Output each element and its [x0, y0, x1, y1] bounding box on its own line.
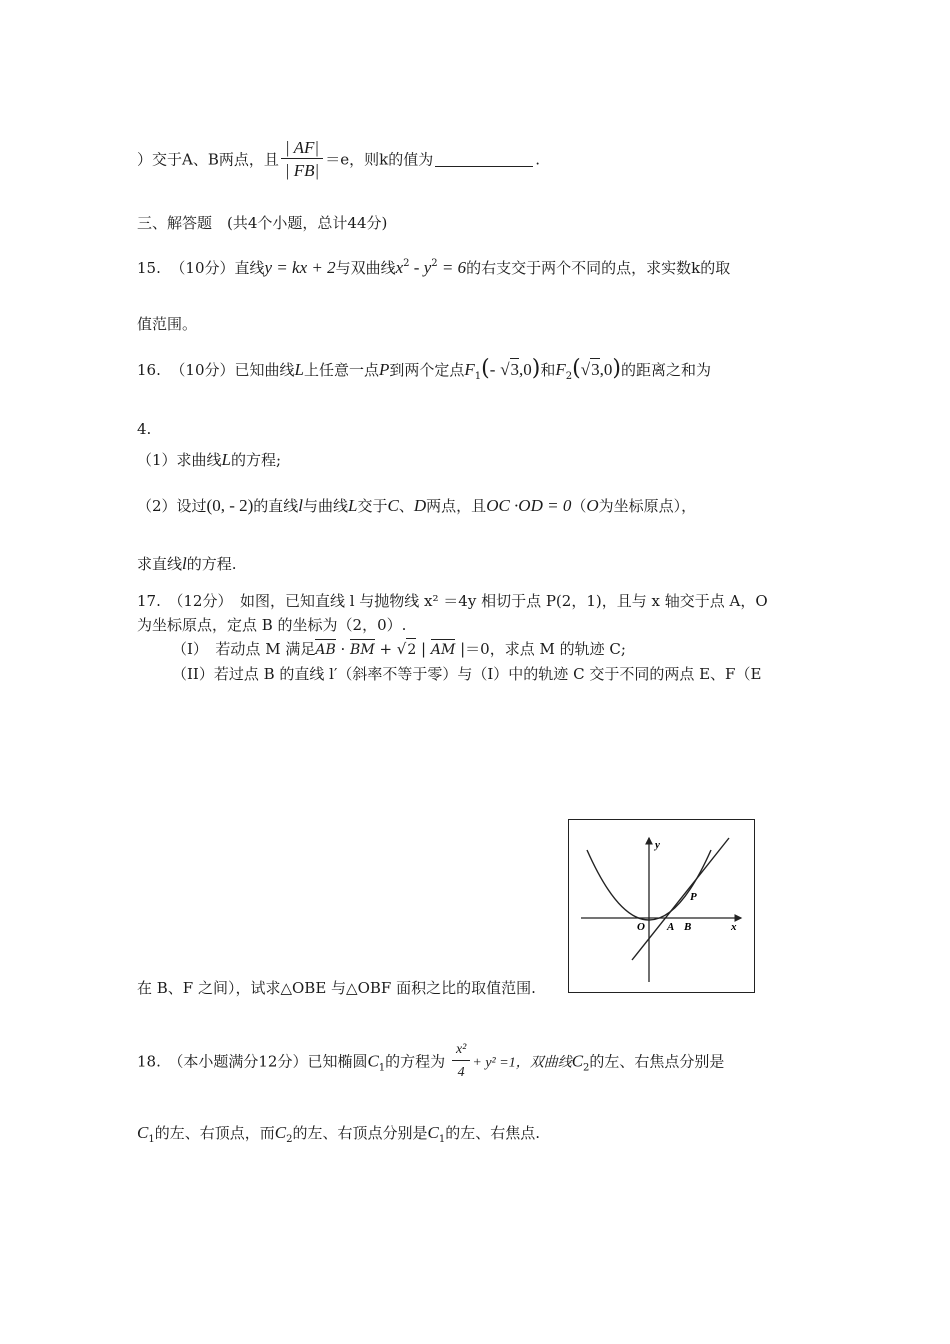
q17-line2: 为坐标原点，定点 B 的坐标为（2，0）.	[137, 616, 407, 634]
q16-line2: 4.	[137, 420, 152, 438]
q15: 15. （10分）直线y = kx + 2与双曲线$x^2 - y^2 = 6$的右支交于两个不同的点，求实数k的取	[137, 258, 731, 277]
q17-part2: （II）若过点 B 的直线 l′（斜率不等于零）与（I）中的轨迹 C 交于不同的两点 E、F（E	[172, 665, 762, 683]
a-label: A	[667, 921, 675, 933]
o-label: O	[637, 921, 645, 933]
q16: 16. （10分）已知曲线L上任意一点P到两个定点$F_1(-$ √3,0)和$F_2(√3,0)$的距离之和为	[137, 356, 711, 382]
af-fb-fraction: $\frac{| AF|}{| FB|}$	[281, 138, 323, 183]
q15-line2: 值范围。	[137, 315, 198, 333]
answer-blank	[435, 152, 533, 167]
q18: 18. （本小题满分12分）已知椭圆$C_1$的方程为 $\frac{\text{x²}}{4}$ + y² =1，双曲线$C_2$的左、右焦点分别是	[137, 1040, 724, 1085]
x-label: x	[731, 921, 737, 933]
q18-line2: $C_1$的左、右顶点，而$C_2$的左、右顶点分别是$C_1$的左、右焦点.	[137, 1123, 540, 1145]
q17-tail: 在 B、F 之间），试求△OBE 与△OBF 面积之比的取值范围.	[137, 979, 536, 997]
section-header: 三、解答题 (共4个小题，总计44分)	[137, 214, 388, 232]
q17-part1: （I） 若动点 M 满足AB · BM + √2 | AM |＝0，求点 M 的轨迹 C;	[172, 638, 626, 661]
parabola-graph	[569, 820, 753, 991]
q16-part2: （2）设过(0, - 2)的直线l与曲线L交于C、D两点，且OC ·OD = 0（O为坐标原点），	[137, 496, 697, 515]
tangent-line	[632, 838, 729, 960]
q16-part1: （1）求曲线L的方程;	[137, 450, 282, 469]
q16-last: 求直线l的方程.	[137, 554, 237, 573]
ellipse-fraction: $\frac{\text{x²}}{4}$	[452, 1040, 470, 1085]
b-label: B	[684, 921, 692, 933]
parabola-figure	[568, 819, 755, 993]
q17-line1: 17. （12分） 如图，已知直线 l 与抛物线 x² ＝4y 相切于点 P(2，1)，且与 x 轴交于点 A，O	[137, 592, 768, 610]
p-label: P	[690, 891, 697, 903]
q14-continuation: ）交于A、B两点，且 $\frac{| AF|}{| FB|}$ ＝e，则k的值为 .	[137, 138, 540, 183]
y-label: y	[655, 839, 660, 851]
